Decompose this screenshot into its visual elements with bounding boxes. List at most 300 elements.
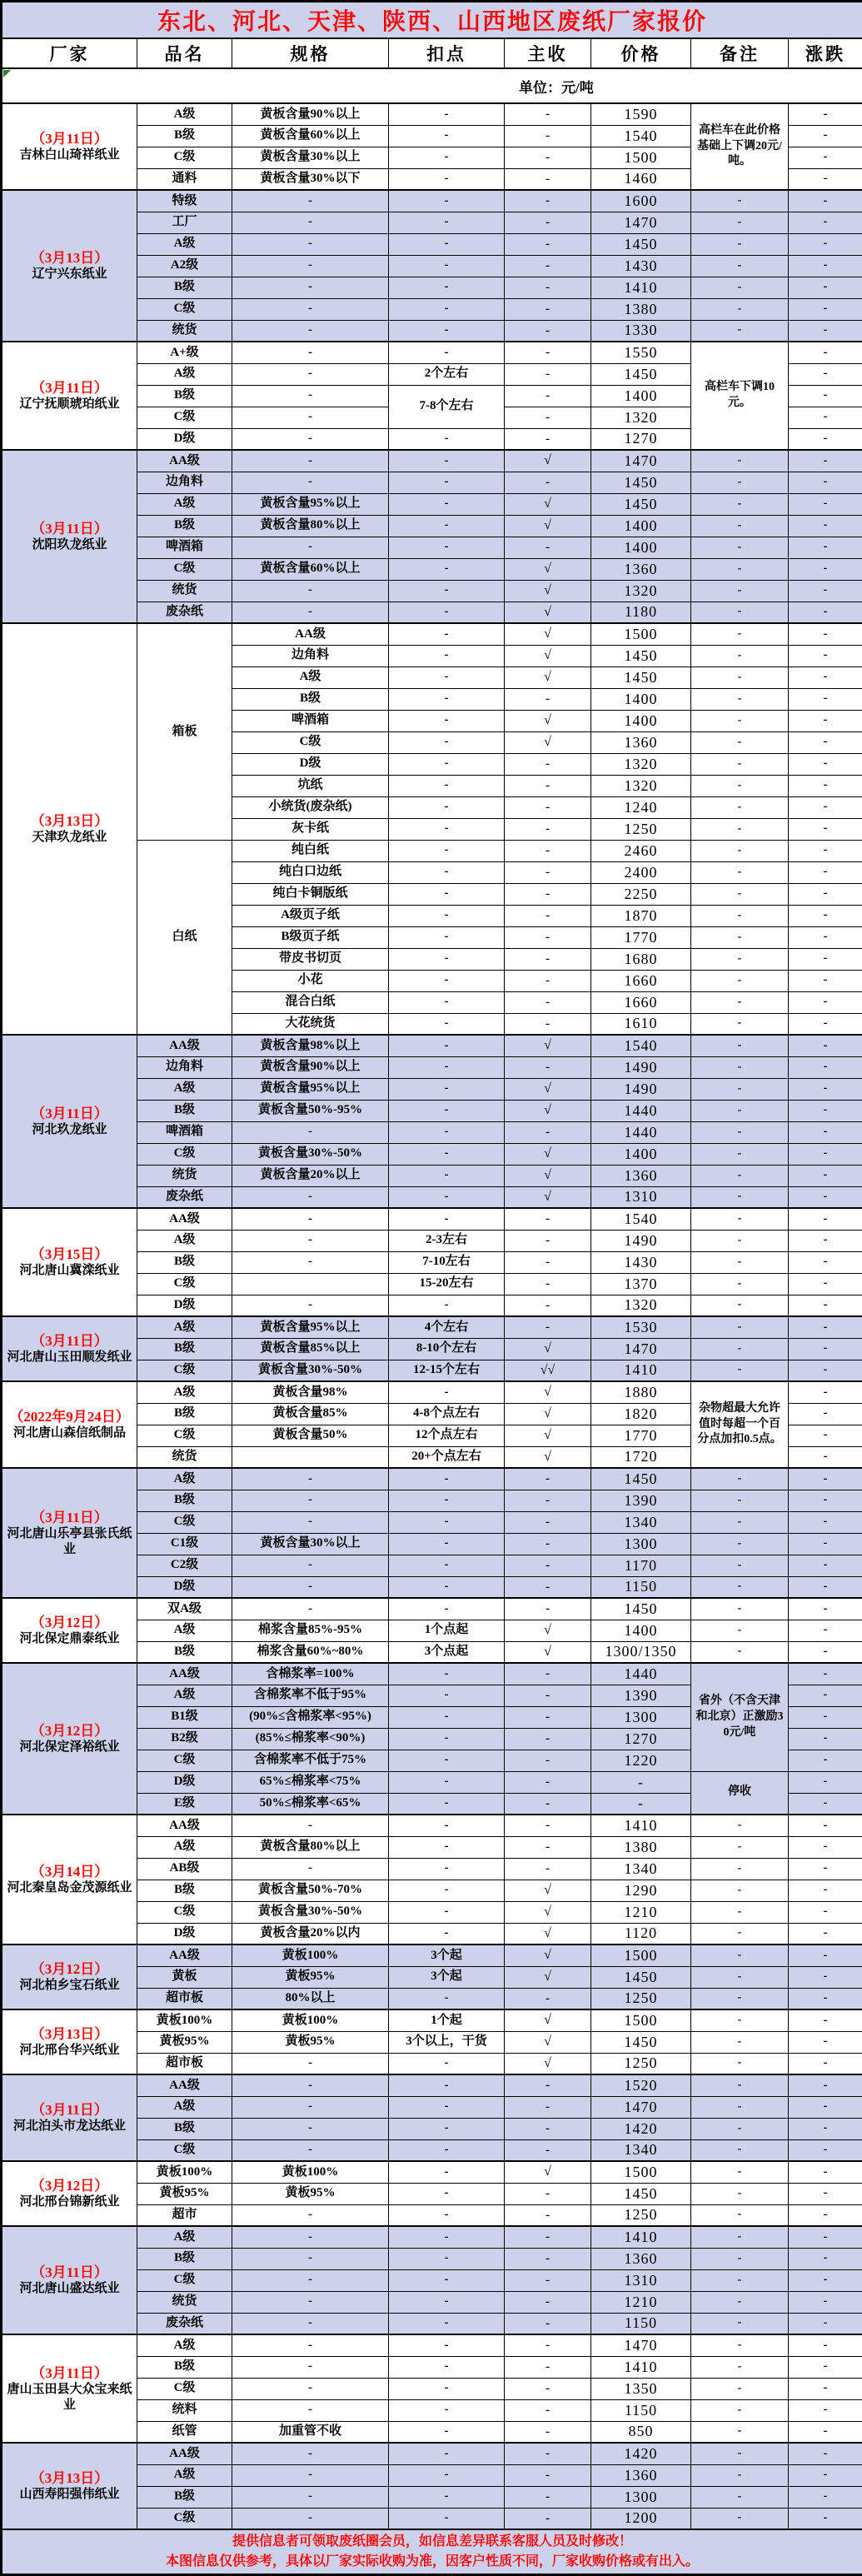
- remark-cell: -: [691, 1186, 789, 1208]
- product-cell: C级: [137, 1360, 232, 1381]
- main-accept-cell: -: [505, 1555, 591, 1576]
- main-accept-cell: -: [505, 1988, 591, 2009]
- remark-cell: -: [691, 2183, 789, 2204]
- deduction-cell: -: [389, 645, 505, 666]
- page-title: 东北、河北、天津、陕西、山西地区废纸厂家报价: [2, 2, 862, 39]
- deduction-cell: 4-8个点左右: [389, 1403, 505, 1425]
- price-cell: 1490: [591, 1078, 691, 1100]
- change-cell: -: [789, 1750, 862, 1771]
- change-cell: -: [789, 1966, 862, 1988]
- remark-cell: 高栏车在此价格基础上下调20元/吨。: [691, 103, 789, 190]
- price-cell: 1770: [591, 926, 691, 948]
- price-cell: 1500: [591, 147, 691, 168]
- main-accept-cell: √: [505, 493, 591, 515]
- main-accept-cell: √: [505, 731, 591, 753]
- product-cell: AA级: [137, 1815, 232, 1836]
- change-cell: -: [789, 1186, 862, 1208]
- main-accept-cell: -: [505, 385, 591, 407]
- remark-cell: -: [691, 2269, 789, 2291]
- change-cell: -: [789, 1468, 862, 1490]
- remark-cell: -: [691, 883, 789, 905]
- remark-cell: -: [691, 1143, 789, 1165]
- spec-cell: 黄板含量85%: [232, 1403, 389, 1425]
- spec-cell: -: [232, 2399, 389, 2421]
- spec-cell: 黄板含量90%以上: [232, 1056, 389, 1078]
- change-cell: -: [789, 753, 862, 775]
- main-accept-cell: -: [505, 2443, 591, 2464]
- product-cell: 废杂纸: [137, 1186, 232, 1208]
- price-cell: 1250: [591, 1988, 691, 2009]
- price-cell: 1400: [591, 710, 691, 731]
- deduction-cell: -: [389, 428, 505, 450]
- product-cell: 黄板95%: [137, 2031, 232, 2053]
- spec-cell: 黄板95%: [232, 2183, 389, 2204]
- factory-date: （3月13日）: [5, 249, 134, 267]
- deduction-cell: -: [389, 840, 505, 861]
- remark-cell: -: [691, 1576, 789, 1598]
- price-cell: 1390: [591, 1490, 691, 1511]
- factory-name: 辽宁兴东纸业: [5, 267, 134, 282]
- main-accept-cell: -: [505, 688, 591, 710]
- deduction-cell: -: [389, 342, 505, 363]
- product-cell: AA级: [137, 1944, 232, 1966]
- deduction-cell: -: [389, 1663, 505, 1685]
- main-accept-cell: √: [505, 1446, 591, 1468]
- main-accept-cell: -: [505, 103, 591, 125]
- product-cell: B级: [137, 2118, 232, 2139]
- spec-cell: 黄板含量30%以下: [232, 168, 389, 190]
- spec-cell: -: [232, 450, 389, 472]
- spec-cell: 黄板含量90%以上: [232, 103, 389, 125]
- main-accept-cell: √: [505, 1143, 591, 1165]
- remark-cell: -: [691, 1533, 789, 1555]
- change-cell: -: [789, 1858, 862, 1880]
- spec-cell: -: [232, 277, 389, 298]
- change-cell: -: [789, 1100, 862, 1121]
- main-accept-cell: -: [505, 2508, 591, 2529]
- price-cell: 1250: [591, 818, 691, 840]
- price-cell: 1410: [591, 1815, 691, 1836]
- deduction-cell: -: [389, 1706, 505, 1728]
- main-accept-cell: -: [505, 2356, 591, 2378]
- price-cell: 1170: [591, 1555, 691, 1576]
- change-cell: -: [789, 212, 862, 233]
- main-accept-cell: √: [505, 515, 591, 537]
- price-cell: 1540: [591, 125, 691, 147]
- price-cell: 1240: [591, 796, 691, 818]
- remark-cell: -: [691, 450, 789, 472]
- remark-cell: -: [691, 666, 789, 688]
- price-cell: 1450: [591, 493, 691, 515]
- change-cell: -: [789, 1338, 862, 1360]
- spec-cell: 棉浆含量60%~80%: [232, 1641, 389, 1663]
- price-cell: 1390: [591, 1685, 691, 1706]
- main-accept-cell: -: [505, 363, 591, 385]
- price-cell: 1310: [591, 1186, 691, 1208]
- remark-cell: 高栏车下调10元。: [691, 342, 789, 450]
- deduction-cell: -: [389, 1815, 505, 1836]
- price-cell: 1590: [591, 103, 691, 125]
- spec-cell: -: [232, 1815, 389, 1836]
- price-cell: 1880: [591, 1381, 691, 1403]
- product-cell: B级: [137, 2356, 232, 2378]
- spec-cell: -: [232, 2464, 389, 2486]
- spec-cell: -: [232, 2291, 389, 2313]
- deduction-cell: -: [389, 1100, 505, 1121]
- deduction-cell: 3个起: [389, 1944, 505, 1966]
- product-cell: D级: [137, 1771, 232, 1793]
- product-cell: C1级: [137, 1533, 232, 1555]
- product-cell: 统料: [137, 2399, 232, 2421]
- deduction-cell: -: [389, 2118, 505, 2139]
- remark-cell: -: [691, 602, 789, 623]
- main-accept-cell: -: [505, 1273, 591, 1295]
- change-cell: -: [789, 363, 862, 385]
- main-accept-cell: -: [505, 1533, 591, 1555]
- change-cell: -: [789, 342, 862, 363]
- main-accept-cell: -: [505, 407, 591, 428]
- main-accept-cell: -: [505, 472, 591, 493]
- change-cell: -: [789, 1685, 862, 1706]
- spec-cell: 黄板含量30%-50%: [232, 1360, 389, 1381]
- deduction-cell: -: [389, 970, 505, 991]
- product-cell: 特级: [137, 190, 232, 212]
- deduction-cell: -: [389, 688, 505, 710]
- price-cell: 1470: [591, 2334, 691, 2356]
- deduction-cell: -: [389, 2204, 505, 2226]
- change-cell: -: [789, 537, 862, 558]
- spec-cell: -: [232, 385, 389, 407]
- change-cell: -: [789, 472, 862, 493]
- product-cell: 纸管: [137, 2421, 232, 2443]
- product-cell: 双A级: [137, 1598, 232, 1620]
- spec-cell: -: [232, 2443, 389, 2464]
- factory-cell: [2, 2226, 137, 2334]
- remark-cell: -: [691, 1511, 789, 1533]
- main-accept-cell: √: [505, 1403, 591, 1425]
- remark-cell: -: [691, 1100, 789, 1121]
- price-cell: 1470: [591, 2096, 691, 2118]
- change-cell: -: [789, 645, 862, 666]
- spec-cell: -: [232, 472, 389, 493]
- remark-cell: -: [691, 2248, 789, 2269]
- change-cell: -: [789, 883, 862, 905]
- remark-cell: -: [691, 1338, 789, 1360]
- deduction-cell: -: [389, 320, 505, 342]
- factory-cell: [2, 2161, 137, 2226]
- price-row: [2, 1663, 862, 1685]
- change-cell: -: [789, 1165, 862, 1186]
- change-cell: -: [789, 190, 862, 212]
- unit-row: [2, 68, 862, 103]
- change-cell: -: [789, 1533, 862, 1555]
- change-cell: -: [789, 905, 862, 926]
- product-cell: A级: [137, 1316, 232, 1338]
- factory-cell: [2, 2074, 137, 2161]
- price-cell: 1320: [591, 1295, 691, 1316]
- main-accept-cell: √: [505, 602, 591, 623]
- product-cell: 黄板100%: [137, 2009, 232, 2031]
- main-accept-cell: -: [505, 1251, 591, 1273]
- price-cell: 1380: [591, 1836, 691, 1858]
- deduction-cell: -: [389, 1880, 505, 1901]
- product-cell: D级: [137, 1923, 232, 1944]
- price-cell: 1270: [591, 1728, 691, 1750]
- factory-date: （3月12日）: [5, 2177, 134, 2194]
- price-cell: 1490: [591, 1056, 691, 1078]
- main-accept-cell: -: [505, 320, 591, 342]
- price-cell: 1820: [591, 1403, 691, 1425]
- spec-cell: [232, 1446, 389, 1468]
- spec-cell: 坑纸: [232, 775, 389, 796]
- price-cell: 1340: [591, 1511, 691, 1533]
- change-cell: -: [789, 450, 862, 472]
- product-cell: B2级: [137, 1728, 232, 1750]
- spec-cell: -: [232, 580, 389, 602]
- spec-cell: -: [232, 1251, 389, 1273]
- deduction-cell: -: [389, 2226, 505, 2248]
- spec-cell: A级页子纸: [232, 905, 389, 926]
- factory-name: 河北唐山冀滦纸业: [5, 1263, 134, 1279]
- product-cell: 废杂纸: [137, 602, 232, 623]
- price-cell: 1150: [591, 2399, 691, 2421]
- product-cell: A级: [137, 363, 232, 385]
- price-cell: 1470: [591, 1338, 691, 1360]
- main-accept-cell: -: [505, 840, 591, 861]
- deduction-cell: 7-10左右: [389, 1251, 505, 1273]
- price-cell: 1680: [591, 948, 691, 970]
- product-cell: 超市板: [137, 1988, 232, 2009]
- remark-cell: -: [691, 970, 789, 991]
- product-cell: C级: [137, 2269, 232, 2291]
- factory-date: （3月11日）: [5, 1105, 134, 1122]
- price-cell: 1310: [591, 2269, 691, 2291]
- product-group-cell: 白纸: [137, 840, 232, 1035]
- spec-cell: 加重管不收: [232, 2421, 389, 2443]
- factory-date: （3月11日）: [5, 1509, 134, 1526]
- spec-cell: 黄板含量20%以上: [232, 1165, 389, 1186]
- factory-name: 天津玖龙纸业: [5, 830, 134, 846]
- factory-name: 山西寿阳强伟纸业: [5, 2487, 134, 2503]
- factory-date: （3月13日）: [5, 2469, 134, 2487]
- remark-cell: -: [691, 580, 789, 602]
- change-cell: -: [789, 1901, 862, 1923]
- price-cell: 1720: [591, 1446, 691, 1468]
- product-cell: C级: [137, 1511, 232, 1533]
- spec-cell: A级: [232, 666, 389, 688]
- col-header-deduction: 扣点: [389, 38, 505, 68]
- change-cell: -: [789, 1771, 862, 1793]
- change-cell: -: [789, 1598, 862, 1620]
- main-accept-cell: -: [505, 1468, 591, 1490]
- product-cell: AA级: [137, 2074, 232, 2096]
- change-cell: -: [789, 407, 862, 428]
- deduction-cell: -: [389, 1923, 505, 1944]
- spec-cell: -: [232, 255, 389, 277]
- factory-name: 河北泊头市龙达纸业: [5, 2119, 134, 2134]
- product-group-cell: 箱板: [137, 623, 232, 840]
- deduction-cell: -: [389, 2161, 505, 2183]
- remark-cell: -: [691, 2009, 789, 2031]
- factory-cell: [2, 1381, 137, 1468]
- remark-cell: -: [691, 1251, 789, 1273]
- remark-cell: -: [691, 255, 789, 277]
- main-accept-cell: √: [505, 1880, 591, 1901]
- spec-cell: 黄板含量60%以上: [232, 125, 389, 147]
- factory-date: （3月11日）: [5, 1332, 134, 1350]
- price-cell: 1360: [591, 2464, 691, 2486]
- remark-cell: -: [691, 2074, 789, 2096]
- main-accept-cell: -: [505, 1013, 591, 1035]
- spec-cell: 黄板95%: [232, 2031, 389, 2053]
- change-cell: -: [789, 1056, 862, 1078]
- change-cell: -: [789, 2183, 862, 2204]
- product-cell: B级: [137, 1338, 232, 1360]
- change-cell: -: [789, 2226, 862, 2248]
- remark-cell: -: [691, 1988, 789, 2009]
- deduction-cell: -: [389, 450, 505, 472]
- main-accept-cell: -: [505, 1230, 591, 1251]
- spec-cell: 纯白卡铜版纸: [232, 883, 389, 905]
- factory-name: 河北秦皇岛金茂源纸业: [5, 1880, 134, 1896]
- main-accept-cell: √: [505, 580, 591, 602]
- main-accept-cell: √: [505, 1165, 591, 1186]
- product-cell: A级: [137, 1078, 232, 1100]
- deduction-cell: -: [389, 168, 505, 190]
- spec-cell: 黄板含量50%: [232, 1425, 389, 1446]
- remark-cell: -: [691, 190, 789, 212]
- product-cell: 统货: [137, 1446, 232, 1468]
- deduction-cell: -: [389, 255, 505, 277]
- main-accept-cell: √: [505, 558, 591, 580]
- price-row: [2, 2074, 862, 2096]
- spec-cell: -: [232, 342, 389, 363]
- price-cell: 1500: [591, 2161, 691, 2183]
- change-cell: -: [789, 1013, 862, 1035]
- product-cell: 超市: [137, 2204, 232, 2226]
- price-cell: 1400: [591, 1143, 691, 1165]
- spec-cell: 80%以上: [232, 1988, 389, 2009]
- change-cell: -: [789, 1251, 862, 1273]
- change-cell: -: [789, 861, 862, 883]
- remark-cell: 停收: [691, 1771, 789, 1815]
- spec-cell: 黄板含量95%以上: [232, 493, 389, 515]
- remark-cell: -: [691, 1641, 789, 1663]
- price-cell: 1410: [591, 2356, 691, 2378]
- factory-date: （3月11日）: [5, 379, 134, 397]
- product-cell: C级: [137, 407, 232, 428]
- product-cell: 边角料: [137, 472, 232, 493]
- main-accept-cell: -: [505, 2464, 591, 2486]
- spec-cell: -: [232, 1858, 389, 1880]
- price-cell: 1210: [591, 1901, 691, 1923]
- change-cell: -: [789, 255, 862, 277]
- remark-cell: -: [691, 2508, 789, 2529]
- change-cell: -: [789, 602, 862, 623]
- change-cell: -: [789, 1576, 862, 1598]
- main-accept-cell: -: [505, 1858, 591, 1880]
- product-cell: B级: [137, 1403, 232, 1425]
- change-cell: -: [789, 1121, 862, 1143]
- change-cell: -: [789, 623, 862, 645]
- change-cell: -: [789, 1923, 862, 1944]
- product-cell: B级: [137, 1880, 232, 1901]
- deduction-cell: 7-8个左右: [389, 385, 505, 428]
- deduction-cell: -: [389, 1901, 505, 1923]
- remark-cell: -: [691, 320, 789, 342]
- main-accept-cell: -: [505, 168, 591, 190]
- spec-cell: -: [232, 1598, 389, 1620]
- main-accept-cell: -: [505, 775, 591, 796]
- remark-cell: -: [691, 1944, 789, 1966]
- product-cell: AA级: [137, 450, 232, 472]
- product-cell: A级: [137, 1381, 232, 1403]
- price-cell: 1360: [591, 1165, 691, 1186]
- change-cell: -: [789, 320, 862, 342]
- price-cell: 1450: [591, 233, 691, 255]
- change-cell: -: [789, 147, 862, 168]
- remark-cell: -: [691, 277, 789, 298]
- spec-cell: 小花: [232, 970, 389, 991]
- main-accept-cell: √: [505, 1338, 591, 1360]
- price-cell: 1870: [591, 905, 691, 926]
- deduction-cell: -: [389, 1490, 505, 1511]
- factory-cell: [2, 342, 137, 450]
- spec-cell: -: [232, 2269, 389, 2291]
- change-cell: -: [789, 2334, 862, 2356]
- price-cell: 1420: [591, 2443, 691, 2464]
- factory-name: 河北唐山森信纸制品: [5, 1425, 134, 1441]
- change-cell: -: [789, 428, 862, 450]
- price-cell: 1250: [591, 2204, 691, 2226]
- product-cell: D级: [137, 428, 232, 450]
- factory-cell: [2, 1815, 137, 1944]
- deduction-cell: -: [389, 796, 505, 818]
- main-accept-cell: -: [505, 1836, 591, 1858]
- change-cell: -: [789, 233, 862, 255]
- main-accept-cell: -: [505, 233, 591, 255]
- price-cell: 1470: [591, 450, 691, 472]
- spec-cell: 50%≤棉浆率<65%: [232, 1793, 389, 1815]
- spec-cell: 纯白口边纸: [232, 861, 389, 883]
- main-accept-cell: -: [505, 1815, 591, 1836]
- spec-cell: (90%≤含棉浆率<95%): [232, 1706, 389, 1728]
- product-cell: B级: [137, 1641, 232, 1663]
- deduction-cell: -: [389, 2421, 505, 2443]
- remark-cell: -: [691, 2139, 789, 2161]
- price-cell: 1400: [591, 515, 691, 537]
- change-cell: -: [789, 2074, 862, 2096]
- remark-cell: -: [691, 731, 789, 753]
- deduction-cell: -: [389, 2378, 505, 2399]
- product-cell: 工厂: [137, 212, 232, 233]
- deduction-cell: -: [389, 1035, 505, 1056]
- deduction-cell: -: [389, 818, 505, 840]
- main-accept-cell: -: [505, 190, 591, 212]
- product-cell: A级: [137, 2464, 232, 2486]
- remark-cell: -: [691, 1901, 789, 1923]
- change-cell: -: [789, 168, 862, 190]
- product-cell: A级: [137, 233, 232, 255]
- deduction-cell: -: [389, 1078, 505, 1100]
- spec-cell: 啤酒箱: [232, 710, 389, 731]
- deduction-cell: -: [389, 515, 505, 537]
- price-cell: 850: [591, 2421, 691, 2443]
- factory-date: （3月12日）: [5, 1722, 134, 1740]
- factory-cell: [2, 1663, 137, 1815]
- spec-cell: -: [232, 1295, 389, 1316]
- remark-cell: -: [691, 1555, 789, 1576]
